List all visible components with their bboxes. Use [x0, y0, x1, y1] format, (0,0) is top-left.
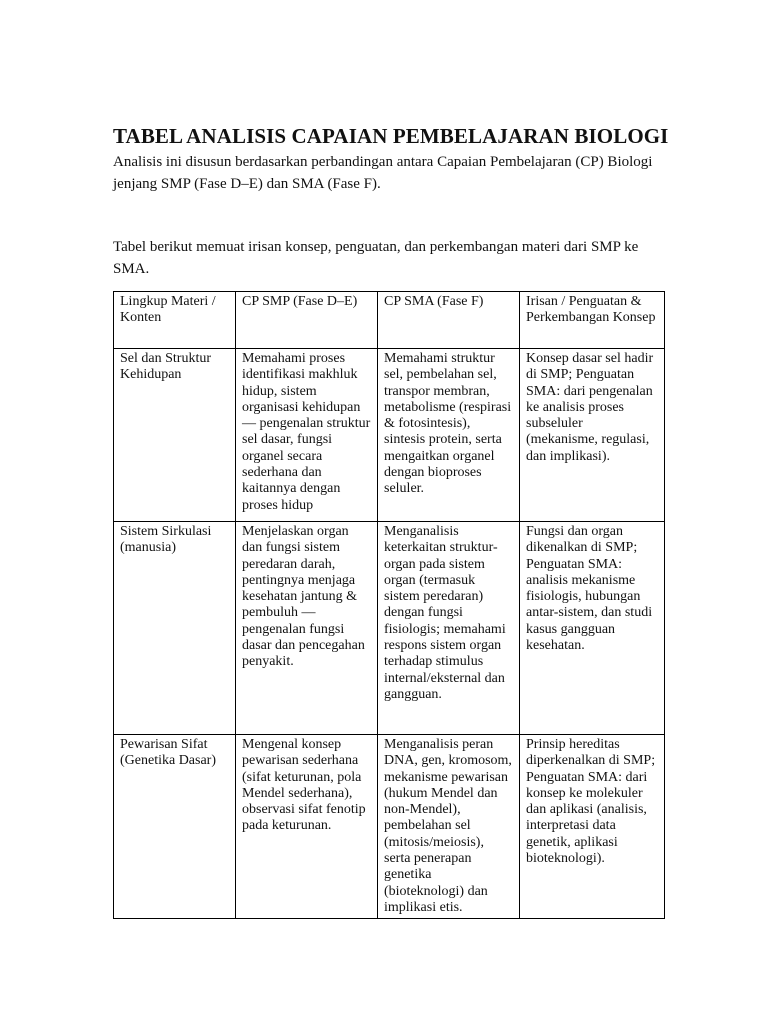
cell-lingkup: Sel dan Struktur Kehidupan: [114, 349, 236, 522]
header-irisan: Irisan / Penguatan & Perkembangan Konsep: [520, 292, 665, 349]
header-cp-smp: CP SMP (Fase D–E): [236, 292, 378, 349]
cell-cp-sma: Menganalisis peran DNA, gen, kromosom, mekanisme pewarisan (hukum Mendel dan non-Mendel), pembelahan sel (mitosis/meiosis), serta penerapan genetika (bioteknologi) dan implikasi etis.: [378, 735, 520, 919]
cell-irisan: Prinsip hereditas diperkenalkan di SMP; Penguatan SMA: dari konsep ke molekuler dan aplikasi (analisis, interpretasi data genetik, aplikasi bioteknologi).: [520, 735, 665, 919]
cell-irisan: Konsep dasar sel hadir di SMP; Penguatan SMA: dari pengenalan ke analisis proses subseluler (mekanisme, regulasi, dan implikasi).: [520, 349, 665, 522]
document-title: TABEL ANALISIS CAPAIAN PEMBELAJARAN BIOLOGI: [113, 124, 669, 148]
table-row: [114, 735, 665, 919]
header-lingkup-materi: Lingkup Materi / Konten: [114, 292, 236, 349]
cell-irisan: Fungsi dan organ dikenalkan di SMP; Penguatan SMA: analisis mekanisme fisiologis, hubungan antar-sistem, dan studi kasus gangguan kesehatan.: [520, 522, 665, 735]
cell-lingkup: Sistem Sirkulasi (manusia): [114, 522, 236, 735]
intro-paragraph: Analisis ini disusun berdasarkan perbandingan antara Capaian Pembelajaran (CP) Biologi jenjang SMP (Fase D–E) dan SMA (Fase F).: [113, 154, 653, 192]
header-cp-sma: CP SMA (Fase F): [378, 292, 520, 349]
table-row: [114, 522, 665, 735]
cell-cp-smp: Memahami proses identifikasi makhluk hidup, sistem organisasi kehidupan — pengenalan struktur sel dasar, fungsi organel secara sederhana dan kaitannya dengan proses hidup: [236, 349, 378, 522]
cell-lingkup: Pewarisan Sifat (Genetika Dasar): [114, 735, 236, 919]
cell-cp-smp: Menjelaskan organ dan fungsi sistem peredaran darah, pentingnya menjaga kesehatan jantung & pembuluh — pengenalan fungsi dasar dan pencegahan penyakit.: [236, 522, 378, 735]
cell-cp-smp: Mengenal konsep pewarisan sederhana (sifat keturunan, pola Mendel sederhana), observasi sifat fenotip pada keturunan.: [236, 735, 378, 919]
cell-cp-sma: Memahami struktur sel, pembelahan sel, transpor membran, metabolisme (respirasi & fotosintesis), sintesis protein, serta mengaitkan organel dengan bioproses seluler.: [378, 349, 520, 522]
cp-analysis-table: [113, 291, 665, 919]
table-lead-paragraph: Tabel berikut memuat irisan konsep, penguatan, dan perkembangan materi dari SMP ke SMA.: [113, 239, 639, 277]
table-header-row: [114, 292, 665, 349]
cell-cp-sma: Menganalisis keterkaitan struktur-organ pada sistem organ (termasuk sistem peredaran) dengan fungsi fisiologis; memahami respons sistem organ terhadap stimulus internal/eksternal dan gangguan.: [378, 522, 520, 735]
table-row: [114, 349, 665, 522]
